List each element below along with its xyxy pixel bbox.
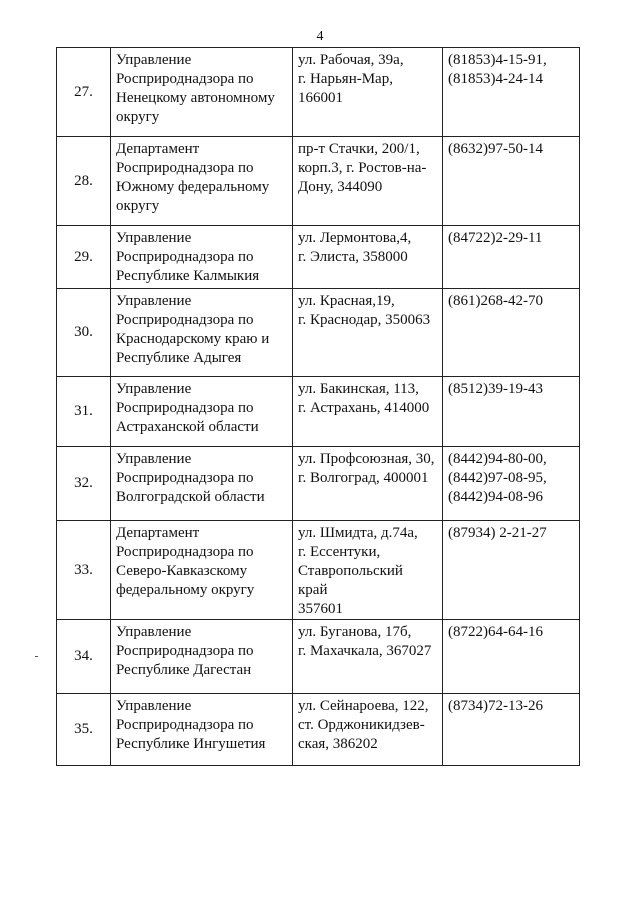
page-number: 4 — [316, 29, 324, 44]
address-line: ул. Шмидта, д.74а, — [298, 525, 418, 541]
office-name-line: Республике Дагестан — [116, 662, 252, 678]
office-name-cell — [111, 289, 293, 377]
phone-line: (8442)94-08-96 — [448, 489, 543, 505]
office-name-cell — [111, 48, 293, 137]
phone-line: (8722)64-64-16 — [448, 624, 543, 640]
phone-cell — [443, 226, 580, 289]
address-line: г. Ессентуки, — [298, 544, 381, 560]
table-row — [57, 694, 580, 766]
office-name-line: Управление — [116, 230, 192, 246]
address-cell — [293, 447, 443, 521]
office-name-line: Южному федеральному — [116, 179, 270, 195]
row-number-cell: 34. — [57, 620, 111, 694]
phone-line: (8442)94-80-00, — [448, 451, 547, 467]
row-number-cell: 31. — [57, 377, 111, 447]
table-row — [57, 48, 580, 137]
address-line: г. Нарьян-Мар, — [298, 71, 393, 87]
office-name-cell — [111, 694, 293, 766]
office-name-line: федеральному округу — [116, 582, 255, 598]
phone-cell — [443, 447, 580, 521]
address-line: ул. Буганова, 17б, — [298, 624, 412, 640]
address-cell — [293, 226, 443, 289]
address-line: Ставропольский — [298, 563, 403, 579]
scan-artifact-mark — [35, 656, 38, 657]
row-number-cell: 29. — [57, 226, 111, 289]
phone-line: (84722)2-29-11 — [448, 230, 543, 246]
office-name-line: Республике Ингушетия — [116, 736, 266, 752]
address-line: г. Астрахань, 414000 — [298, 400, 430, 416]
phone-cell — [443, 137, 580, 226]
phone-cell — [443, 48, 580, 137]
phone-line: (861)268-42-70 — [448, 293, 543, 309]
row-number-cell: 35. — [57, 694, 111, 766]
phone-cell — [443, 694, 580, 766]
address-line: ская, 386202 — [298, 736, 378, 752]
address-line: Дону, 344090 — [298, 179, 383, 195]
office-name-line: Волгоградской области — [116, 489, 265, 505]
phone-line: (8632)97-50-14 — [448, 141, 543, 157]
address-cell — [293, 377, 443, 447]
office-name-line: округу — [116, 109, 160, 125]
office-name-line: Департамент — [116, 525, 200, 541]
address-line: ст. Орджоникидзев- — [298, 717, 425, 733]
row-number-cell: 32. — [57, 447, 111, 521]
phone-line: (8442)97-08-95, — [448, 470, 547, 486]
address-line: край — [298, 582, 328, 598]
table-row — [57, 377, 580, 447]
address-line: пр-т Стачки, 200/1, — [298, 141, 420, 157]
table-row — [57, 620, 580, 694]
address-line: 357601 — [298, 601, 343, 617]
office-name-line: Росприроднадзора по — [116, 643, 254, 659]
table-row — [57, 226, 580, 289]
address-line: г. Махачкала, 367027 — [298, 643, 432, 659]
phone-line: (81853)4-24-14 — [448, 71, 543, 87]
address-cell — [293, 521, 443, 620]
office-name-line: Управление — [116, 381, 192, 397]
row-number-cell: 27. — [57, 48, 111, 137]
office-name-line: Росприроднадзора по — [116, 470, 254, 486]
office-name-line: Департамент — [116, 141, 200, 157]
address-cell — [293, 137, 443, 226]
address-line: г. Краснодар, 350063 — [298, 312, 431, 328]
table-row — [57, 521, 580, 620]
office-name-line: Управление — [116, 451, 192, 467]
address-line: ул. Сейнароева, 122, — [298, 698, 429, 714]
office-directory-table — [56, 47, 580, 766]
address-line: ул. Бакинская, 113, — [298, 381, 419, 397]
office-name-line: Республике Калмыкия — [116, 268, 260, 284]
office-name-line: Республике Адыгея — [116, 350, 242, 366]
office-name-line: Управление — [116, 698, 192, 714]
phone-line: (8512)39-19-43 — [448, 381, 543, 397]
phone-line: (8734)72-13-26 — [448, 698, 543, 714]
table-row — [57, 137, 580, 226]
office-name-line: Астраханской области — [116, 419, 259, 435]
phone-cell — [443, 289, 580, 377]
phone-line: (87934) 2-21-27 — [448, 525, 547, 541]
office-name-cell — [111, 620, 293, 694]
table-row — [57, 447, 580, 521]
address-line: ул. Красная,19, — [298, 293, 395, 309]
address-line: 166001 — [298, 90, 343, 106]
office-name-line: Управление — [116, 624, 192, 640]
phone-cell — [443, 521, 580, 620]
row-number-cell: 28. — [57, 137, 111, 226]
office-name-line: Росприроднадзора по — [116, 312, 254, 328]
office-name-line: Росприроднадзора по — [116, 717, 254, 733]
table-body — [57, 48, 580, 766]
office-name-cell — [111, 377, 293, 447]
address-cell — [293, 48, 443, 137]
address-line: ул. Профсоюзная, 30, — [298, 451, 435, 467]
row-number-cell: 33. — [57, 521, 111, 620]
address-line: г. Элиста, 358000 — [298, 249, 408, 265]
office-name-line: Росприроднадзора по — [116, 400, 254, 416]
office-name-line: Росприроднадзора по — [116, 544, 254, 560]
table-row — [57, 289, 580, 377]
office-name-line: округу — [116, 198, 160, 214]
address-cell — [293, 289, 443, 377]
office-name-line: Управление — [116, 52, 192, 68]
address-cell — [293, 694, 443, 766]
phone-cell — [443, 620, 580, 694]
office-name-line: Управление — [116, 293, 192, 309]
address-cell — [293, 620, 443, 694]
phone-cell — [443, 377, 580, 447]
address-line: корп.3, г. Ростов-на- — [298, 160, 427, 176]
address-line: ул. Рабочая, 39а, — [298, 52, 404, 68]
row-number-cell: 30. — [57, 289, 111, 377]
address-line: г. Волгоград, 400001 — [298, 470, 429, 486]
office-name-cell — [111, 447, 293, 521]
office-name-cell — [111, 521, 293, 620]
phone-line: (81853)4-15-91, — [448, 52, 547, 68]
office-name-cell — [111, 226, 293, 289]
office-name-cell — [111, 137, 293, 226]
office-name-line: Ненецкому автономному — [116, 90, 275, 106]
office-name-line: Росприроднадзора по — [116, 160, 254, 176]
address-line: ул. Лермонтова,4, — [298, 230, 412, 246]
office-name-line: Краснодарскому краю и — [116, 331, 270, 347]
office-name-line: Росприроднадзора по — [116, 71, 254, 87]
office-name-line: Росприроднадзора по — [116, 249, 254, 265]
office-name-line: Северо-Кавказскому — [116, 563, 248, 579]
